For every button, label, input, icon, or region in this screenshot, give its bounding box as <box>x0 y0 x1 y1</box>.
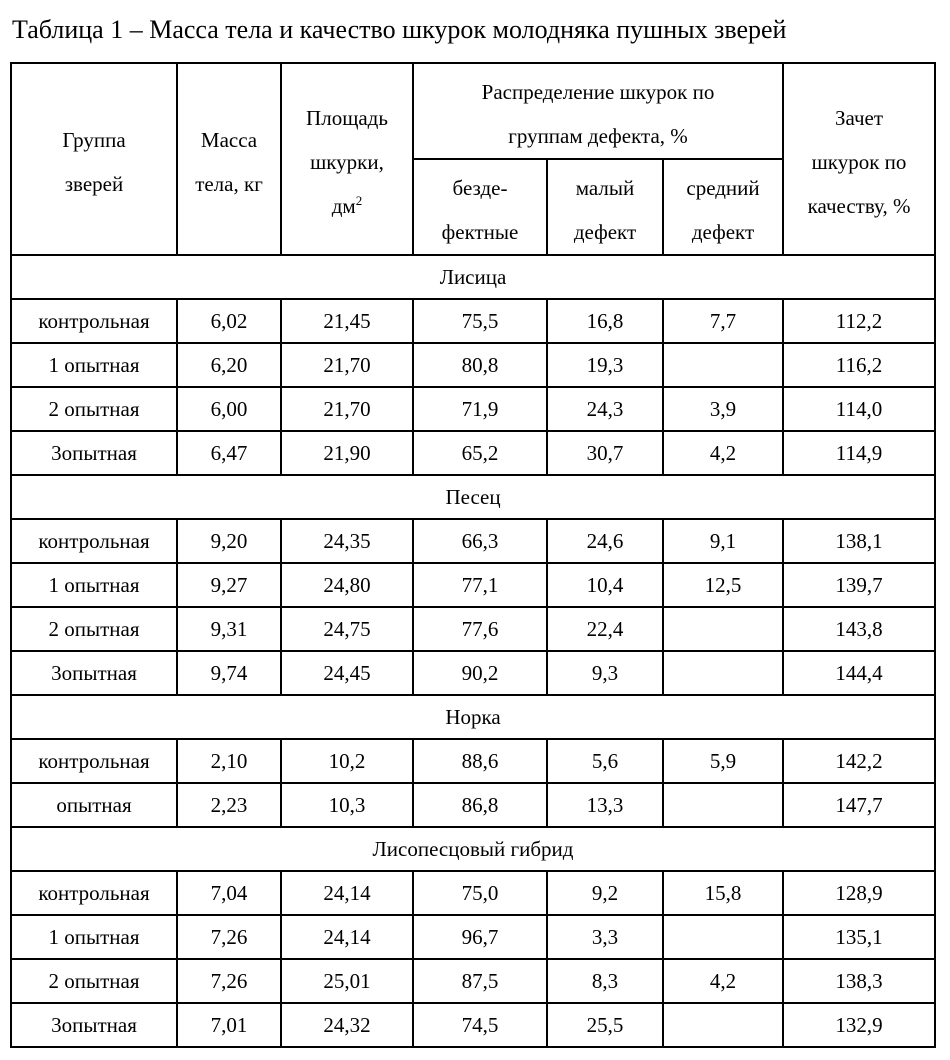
table-row <box>11 299 935 343</box>
group-cell: 3опытная <box>11 431 177 475</box>
value-cell: 114,9 <box>783 431 935 475</box>
value-cell: 9,3 <box>547 651 663 695</box>
value-cell: 12,5 <box>663 563 783 607</box>
table-row <box>11 651 935 695</box>
table-row <box>11 431 935 475</box>
value-cell: 30,7 <box>547 431 663 475</box>
value-cell: 6,47 <box>177 431 281 475</box>
section-row <box>11 827 935 871</box>
section-row <box>11 255 935 299</box>
group-cell: 2 опытная <box>11 959 177 1003</box>
group-cell: 1 опытная <box>11 343 177 387</box>
value-cell: 7,7 <box>663 299 783 343</box>
group-cell: контрольная <box>11 299 177 343</box>
value-cell: 10,4 <box>547 563 663 607</box>
section-row <box>11 695 935 739</box>
value-cell: 87,5 <box>413 959 547 1003</box>
section-title: Песец <box>11 475 935 519</box>
value-cell <box>663 915 783 959</box>
table-row <box>11 739 935 783</box>
value-cell: 75,5 <box>413 299 547 343</box>
value-cell: 24,14 <box>281 915 413 959</box>
section-title: Лисица <box>11 255 935 299</box>
group-cell: 2 опытная <box>11 387 177 431</box>
group-cell: опытная <box>11 783 177 827</box>
table-row <box>11 607 935 651</box>
header-group: Группа зверей <box>11 63 177 255</box>
value-cell: 10,2 <box>281 739 413 783</box>
table-row <box>11 519 935 563</box>
value-cell: 7,26 <box>177 959 281 1003</box>
value-cell: 24,6 <box>547 519 663 563</box>
value-cell: 96,7 <box>413 915 547 959</box>
value-cell <box>663 1003 783 1047</box>
value-cell: 71,9 <box>413 387 547 431</box>
value-cell: 147,7 <box>783 783 935 827</box>
group-cell: 1 опытная <box>11 563 177 607</box>
value-cell: 128,9 <box>783 871 935 915</box>
value-cell: 74,5 <box>413 1003 547 1047</box>
value-cell: 86,8 <box>413 783 547 827</box>
value-cell: 10,3 <box>281 783 413 827</box>
value-cell: 24,3 <box>547 387 663 431</box>
value-cell: 77,6 <box>413 607 547 651</box>
table-row <box>11 915 935 959</box>
value-cell: 2,23 <box>177 783 281 827</box>
value-cell: 114,0 <box>783 387 935 431</box>
group-cell: контрольная <box>11 519 177 563</box>
value-cell: 132,9 <box>783 1003 935 1047</box>
value-cell <box>663 607 783 651</box>
value-cell: 9,1 <box>663 519 783 563</box>
value-cell: 15,8 <box>663 871 783 915</box>
value-cell: 9,74 <box>177 651 281 695</box>
value-cell <box>663 651 783 695</box>
value-cell: 9,27 <box>177 563 281 607</box>
table-row <box>11 959 935 1003</box>
value-cell: 2,10 <box>177 739 281 783</box>
value-cell: 135,1 <box>783 915 935 959</box>
value-cell: 24,14 <box>281 871 413 915</box>
value-cell: 138,1 <box>783 519 935 563</box>
group-cell: 1 опытная <box>11 915 177 959</box>
section-title: Норка <box>11 695 935 739</box>
value-cell <box>663 343 783 387</box>
header-small-defect: малый дефект <box>547 159 663 255</box>
value-cell: 138,3 <box>783 959 935 1003</box>
value-cell: 88,6 <box>413 739 547 783</box>
value-cell: 4,2 <box>663 959 783 1003</box>
value-cell: 139,7 <box>783 563 935 607</box>
value-cell: 7,26 <box>177 915 281 959</box>
table-row <box>11 783 935 827</box>
header-area: Площадь шкурки, $дм^2$ <box>281 63 413 255</box>
value-cell: 13,3 <box>547 783 663 827</box>
value-cell: 5,6 <box>547 739 663 783</box>
value-cell: 16,8 <box>547 299 663 343</box>
header-defectless: безде- фектные <box>413 159 547 255</box>
table-row <box>11 387 935 431</box>
value-cell: 4,2 <box>663 431 783 475</box>
value-cell: 19,3 <box>547 343 663 387</box>
header-distribution: Распределение шкурок по группам дефекта, % <box>413 63 783 159</box>
value-cell: 25,5 <box>547 1003 663 1047</box>
value-cell: 8,3 <box>547 959 663 1003</box>
value-cell: 77,1 <box>413 563 547 607</box>
value-cell: 3,9 <box>663 387 783 431</box>
value-cell: 6,00 <box>177 387 281 431</box>
value-cell: 24,75 <box>281 607 413 651</box>
value-cell: 21,70 <box>281 387 413 431</box>
value-cell: 66,3 <box>413 519 547 563</box>
value-cell: 24,35 <box>281 519 413 563</box>
value-cell: 143,8 <box>783 607 935 651</box>
value-cell: 24,80 <box>281 563 413 607</box>
value-cell: 75,0 <box>413 871 547 915</box>
group-cell: 3опытная <box>11 1003 177 1047</box>
value-cell: 7,04 <box>177 871 281 915</box>
value-cell: 116,2 <box>783 343 935 387</box>
header-credit: Зачет шкурок по качеству, % <box>783 63 935 255</box>
value-cell: 9,2 <box>547 871 663 915</box>
section-row <box>11 475 935 519</box>
value-cell: 7,01 <box>177 1003 281 1047</box>
header-mass: Масса тела, кг <box>177 63 281 255</box>
value-cell: 24,32 <box>281 1003 413 1047</box>
value-cell: 9,20 <box>177 519 281 563</box>
data-table <box>10 62 936 1048</box>
value-cell: 21,70 <box>281 343 413 387</box>
value-cell: 144,4 <box>783 651 935 695</box>
table-caption: Таблица 1 – Масса тела и качество шкурок молодняка пушных зверей <box>12 15 787 44</box>
group-cell: 3опытная <box>11 651 177 695</box>
value-cell: 112,2 <box>783 299 935 343</box>
value-cell: 9,31 <box>177 607 281 651</box>
group-cell: 2 опытная <box>11 607 177 651</box>
group-cell: контрольная <box>11 871 177 915</box>
section-title: Лисопесцовый гибрид <box>11 827 935 871</box>
value-cell: 5,9 <box>663 739 783 783</box>
table-row <box>11 343 935 387</box>
value-cell: 6,02 <box>177 299 281 343</box>
header-medium-defect: средний дефект <box>663 159 783 255</box>
value-cell: 80,8 <box>413 343 547 387</box>
value-cell: 25,01 <box>281 959 413 1003</box>
value-cell: 24,45 <box>281 651 413 695</box>
value-cell <box>663 783 783 827</box>
value-cell: 142,2 <box>783 739 935 783</box>
value-cell: 21,90 <box>281 431 413 475</box>
header-row-1 <box>11 63 935 159</box>
value-cell: 65,2 <box>413 431 547 475</box>
value-cell: 22,4 <box>547 607 663 651</box>
value-cell: 21,45 <box>281 299 413 343</box>
table-row <box>11 1003 935 1047</box>
value-cell: 90,2 <box>413 651 547 695</box>
value-cell: 3,3 <box>547 915 663 959</box>
group-cell: контрольная <box>11 739 177 783</box>
value-cell: 6,20 <box>177 343 281 387</box>
table-row <box>11 871 935 915</box>
table-row <box>11 563 935 607</box>
